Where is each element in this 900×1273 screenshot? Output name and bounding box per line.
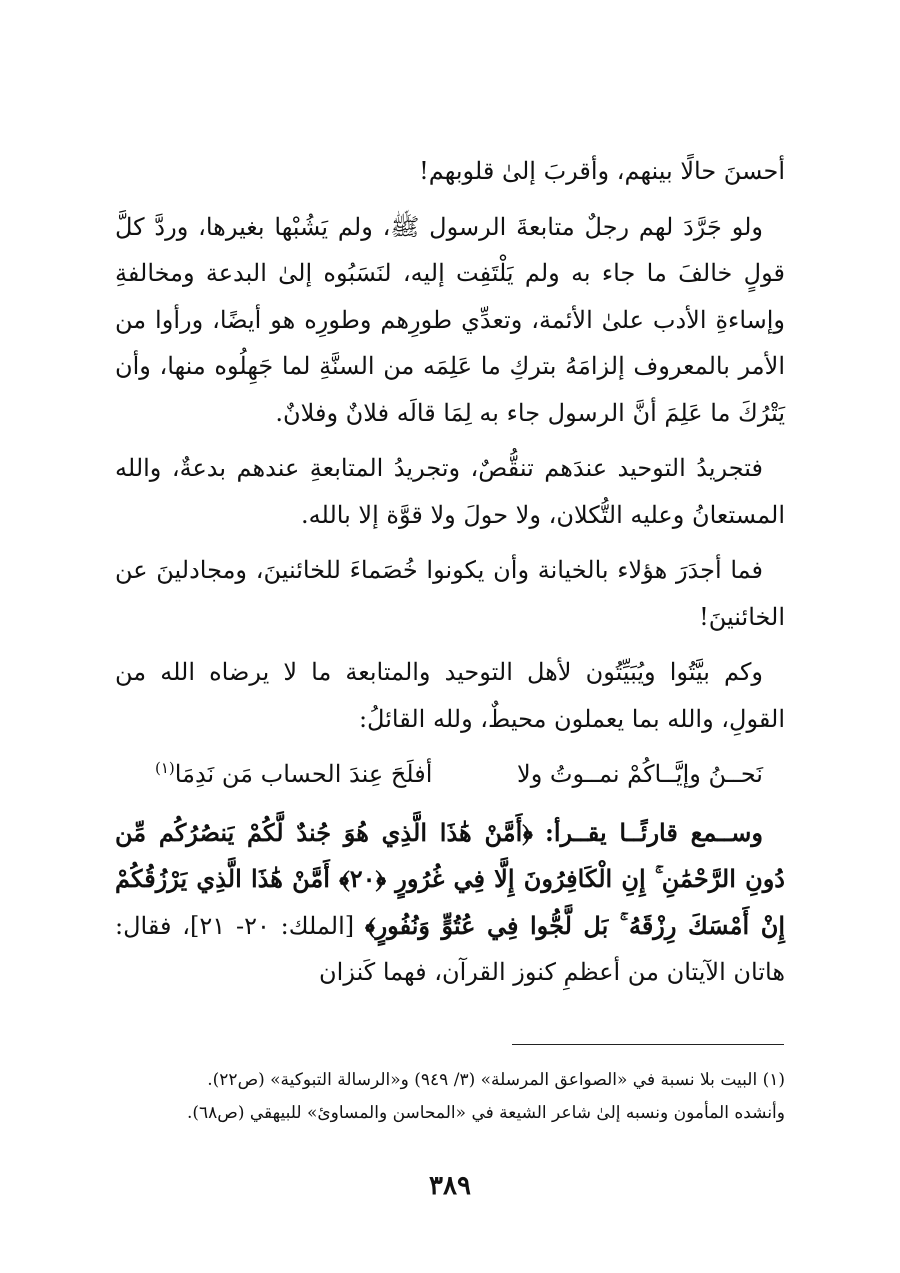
verse-second-hemistich: [155, 751, 432, 798]
footnote-marker: (١): [155, 759, 175, 777]
poetry-verse: [115, 751, 785, 798]
footnote-separator: [512, 1044, 784, 1045]
quran-citation: [الملك: ٢٠- ٢١]: [190, 911, 355, 940]
verse-first-hemistich: نَحــنُ وإيَّــاكُمْ نمــوتُ ولا: [517, 760, 763, 788]
quran-quote: ﴿أَمَّنْ هَٰذَا الَّذِي هُوَ جُندٌ لَّكُمْ يَنصُرُكُم مِّن دُونِ الرَّحْمَٰنِ ۚ إِنِ الْكَافِرُونَ إِلَّا فِي غُرُورٍ ﴿٢٠﴾ أَمَّنْ هَٰذَا الَّذِي يَرْزُقُكُمْ إِنْ أَمْسَكَ رِزْقَهُ ۚ بَل لَّجُّوا فِي عُتُوٍّ وَنُفُورٍ﴾: [115, 817, 785, 940]
paragraph-3: فتجريدُ التوحيد عندَهم تنقُّصٌ، وتجريدُ المتابعةِ عندهم بدعةٌ، والله المستعانُ وعليه التُّكلان، ولا حولَ ولا قوَّة إلا بالله.: [115, 454, 785, 529]
page-number: ٣٨٩: [429, 1171, 471, 1201]
quran-paragraph-rest: ، فقال: هاتان الآيتان من أعظمِ كنوز القرآن، فهما كَنزان: [115, 911, 785, 986]
quran-lead: وســمع قارئًــا يقــرأ:: [544, 817, 764, 847]
paragraph-1: أحسنَ حالًا بينهم، وأقربَ إلىٰ قلوبهم!: [419, 157, 785, 185]
verse-second-text: أفلَحَ عِندَ الحساب مَن نَدِمَا: [174, 760, 433, 788]
footnote-1-line-2: وأنشده المأمون ونسبه إلىٰ شاعر الشيعة في «المحاسن والمساوئ» للبيهقي (ص٦٨).: [186, 1103, 785, 1123]
main-text: [115, 148, 785, 1005]
paragraph-4: فما أجدَرَ هؤلاء بالخيانة وأن يكونوا خُصَماءَ للخائنينَ، ومجادلينَ عن الخائنينَ!: [115, 556, 785, 631]
footnote-1-line-1: (١) البيت بلا نسبة في «الصواعق المرسلة» (٣/ ٩٤٩) و«الرسالة التبوكية» (ص٢٢).: [207, 1070, 785, 1090]
paragraph-2: ولو جَرَّدَ لهم رجلٌ متابعةَ الرسول ﷺ، ولم يَشُبْها بغيرها، وردَّ كلَّ قولٍ خالفَ ما جاء به ولم يَلْتَفِت إليه، لنَسَبُوه إلىٰ البدعة ومخالفةِ وإساءةِ الأدب علىٰ الأئمة، وتعدِّي طورِهم وطورِه هو أيضًا، ورأوا من الأمر بالمعروف إلزامَهُ بتركِ ما عَلِمَه من السنَّةِ لما جَهِلُوه منها، وأن يَتْرُكَ ما عَلِمَ أنَّ الرسول جاء به لِمَا قالَه فلانٌ وفلانٌ.: [115, 212, 785, 427]
footnotes: [115, 1064, 785, 1130]
paragraph-5: وكم بيَّتُوا ويُبَيِّتُون لأهل التوحيد والمتابعة ما لا يرضاه الله من القولِ، والله بما يعملون محيطٌ، ولله القائلُ:: [115, 658, 785, 733]
quran-paragraph: [115, 810, 785, 996]
